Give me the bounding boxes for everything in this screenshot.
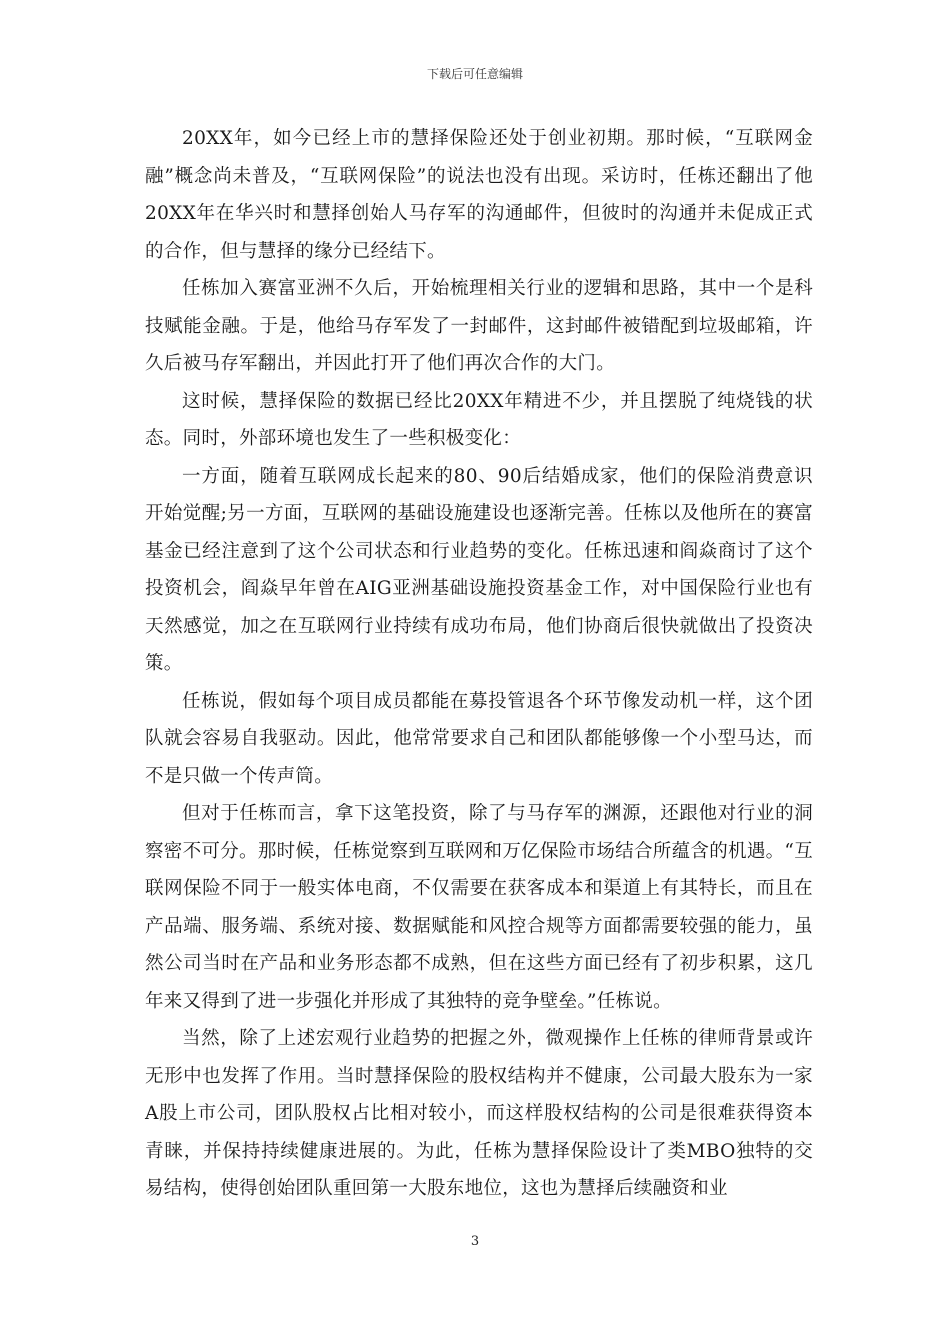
paragraph-5: 任栋说，假如每个项目成员都能在募投管退各个环节像发动机一样，这个团队就会容易自我驱动。因此，他常常要求自己和团队都能够像一个小型马达，而不是只做一个传声筒。	[145, 690, 813, 787]
paragraph-3: 这时候，慧择保险的数据已经比20XX年精进不少，并且摆脱了纯烧钱的状态。同时，外部环境也发生了一些积极变化：	[145, 390, 813, 449]
paragraph-6: 但对于任栋而言，拿下这笔投资，除了与马存军的渊源，还跟他对行业的洞察密不可分。那时候，任栋觉察到互联网和万亿保险市场结合所蕴含的机遇。“互联网保险不同于一般实体电商，不仅需要在获客成本和渠道上有其特长，而且在产品端、服务端、系统对接、数据赋能和风控合规等方面都需要较强的能力，虽然公司当时在产品和业务形态都不成熟，但在这些方面已经有了初步积累，这几年来又得到了进一步强化并形成了其独特的竞争壁垒。”任栋说。	[145, 803, 813, 1012]
paragraph-4: 一方面，随着互联网成长起来的80、90后结婚成家，他们的保险消费意识开始觉醒;另一方面，互联网的基础设施建设也逐渐完善。任栋以及他所在的赛富基金已经注意到了这个公司状态和行业趋势的变化。任栋迅速和阎焱商讨了这个投资机会，阎焱早年曾在AIG亚洲基础设施投资基金工作，对中国保险行业也有天然感觉，加之在互联网行业持续有成功布局，他们协商后很快就做出了投资决策。	[145, 465, 813, 674]
document-body	[145, 120, 813, 1208]
page-header: 下载后可任意编辑	[426, 67, 523, 81]
paragraph-7: 当然，除了上述宏观行业趋势的把握之外，微观操作上任栋的律师背景或许无形中也发挥了作用。当时慧择保险的股权结构并不健康，公司最大股东为一家A股上市公司，团队股权占比相对较小，而这样股权结构的公司是很难获得资本青睐，并保持持续健康进展的。为此，任栋为慧择保险设计了类MBO独特的交易结构，使得创始团队重回第一大股东地位，这也为慧择后续融资和业	[145, 1028, 813, 1199]
page-number: 3	[470, 1234, 480, 1249]
paragraph-2: 任栋加入赛富亚洲不久后，开始梳理相关行业的逻辑和思路，其中一个是科技赋能金融。于是，他给马存军发了一封邮件，这封邮件被错配到垃圾邮箱，许久后被马存军翻出，并因此打开了他们再次合作的大门。	[145, 278, 813, 374]
paragraph-1: 20XX年，如今已经上市的慧择保险还处于创业初期。那时候，“互联网金融”概念尚未普及，“互联网保险”的说法也没有出现。采访时，任栋还翻出了他20XX年在华兴时和慧择创始人马存军的沟通邮件，但彼时的沟通并未促成正式的合作，但与慧择的缘分已经结下。	[145, 128, 813, 262]
